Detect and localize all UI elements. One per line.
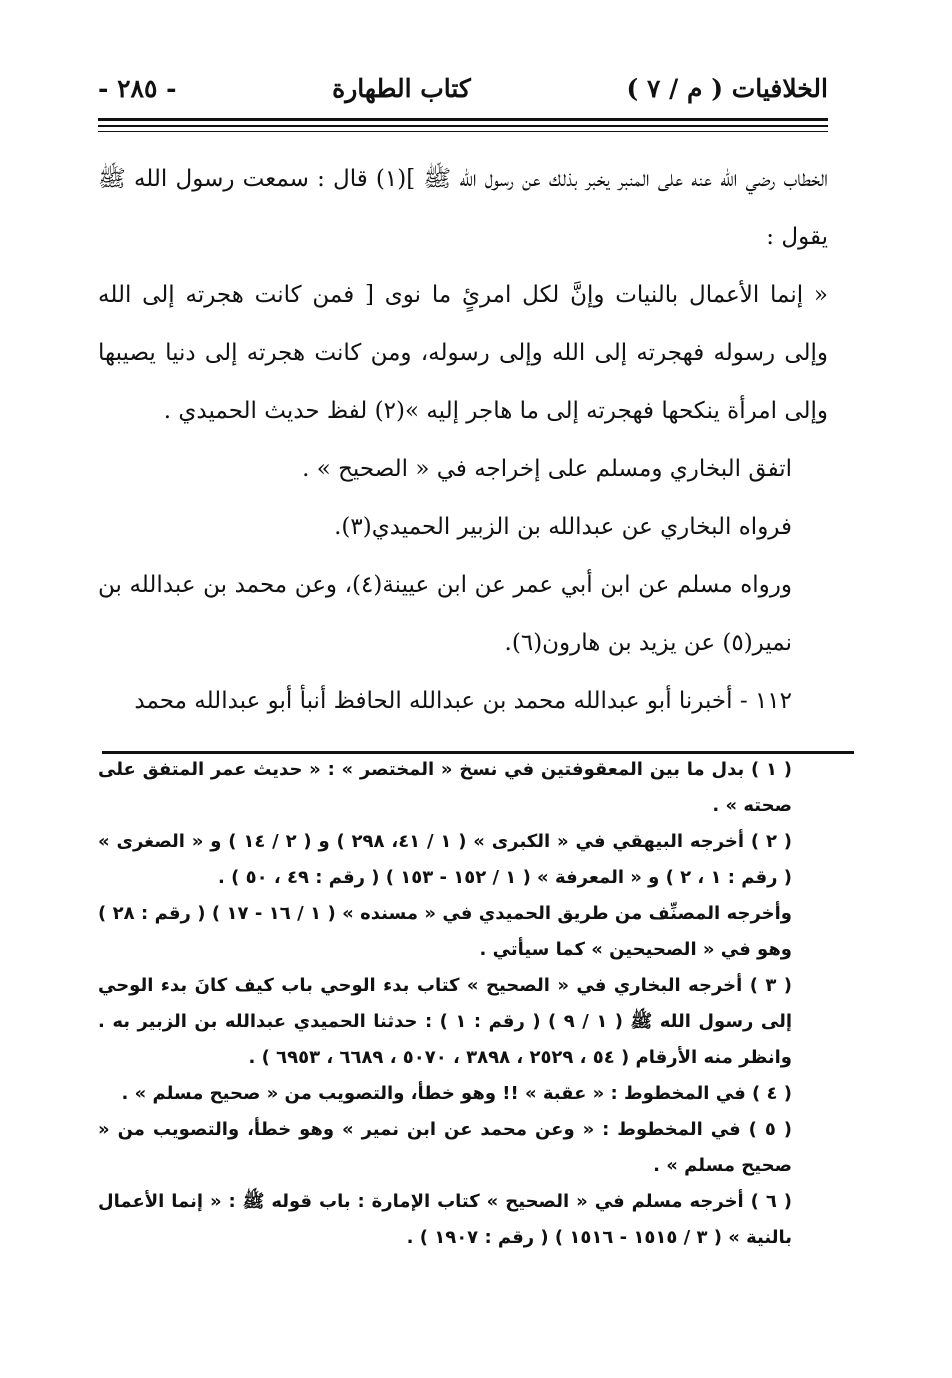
running-header	[98, 66, 828, 110]
paragraph-hadith-112: ١١٢ - أخبرنا أبو عبدالله محمد بن عبدالله الحافظ أنبأ أبو عبدالله محمد	[134, 688, 792, 714]
header-rule-thin	[98, 131, 828, 132]
footnote-2-continued: وأخرجه المصنِّف من طريق الحميدي في « مسنده » ( ١ / ١٦ - ١٧ ) ( رقم : ٢٨ ) وهو في « الصحيحين » كما سيأتي .	[98, 903, 792, 960]
footnote-2: ( ٢ ) أخرجه البيهقي في « الكبرى » ( ١ / ٤١، ٢٩٨ ) و ( ٢ / ١٤ ) و « الصغرى » ( رقم : ١ ، ٢ ) و « المعرفة » ( ١ / ١٥٢ - ١٥٣ ) ( رقم : ٤٩ ، ٥٠ ) .	[98, 831, 793, 888]
footnote-5: ( ٥ ) في المخطوط : « وعن محمد عن ابن نمير » وهو خطأ، والتصويب من « صحيح مسلم » .	[98, 1119, 792, 1176]
paragraph-bukhari: فرواه البخاري عن عبدالله بن الزبير الحميدي(٣).	[334, 514, 792, 540]
footnotes	[98, 752, 828, 1256]
page-number: - ٢٨٥ -	[98, 73, 177, 103]
footnote-1: ( ١ ) بدل ما بين المعقوفتين في نسخ « المختصر » : « حديث عمر المتفق على صحته » .	[98, 759, 792, 816]
footnote-4: ( ٤ ) في المخطوط : « عقبة » !! وهو خطأ، والتصويب من « صحيح مسلم » .	[121, 1083, 792, 1104]
paragraph-agreement: اتفق البخاري ومسلم على إخراجه في « الصحيح » .	[302, 456, 792, 482]
paragraph-isnad-continuation: الخطاب رضي الله عنه على المنبر يخبر بذلك عن رسول الله ﷺ ](١) قال : سمعت رسول الله ﷺ يقول :	[98, 166, 828, 250]
paragraph-muslim: ورواه مسلم عن ابن أبي عمر عن ابن عيينة(٤)، وعن محمد بن عبدالله بن نمير(٥) عن يزيد بن هارون(٦).	[98, 572, 792, 656]
paragraph-hadith-text: « إنما الأعمال بالنيات وإنَّ لكل امرئٍ ما نوى [ فمن كانت هجرته إلى الله وإلى رسوله فهجرته إلى الله وإلى رسوله، ومن كانت هجرته إلى دنيا يصيبها وإلى امرأة ينكحها فهجرته إلى ما هاجر إليه »(٢) لفظ حديث الحميدي .	[98, 282, 828, 424]
header-rule-middle	[98, 125, 828, 127]
footnote-3: ( ٣ ) أخرجه البخاري في « الصحيح » كتاب بدء الوحي باب كيف كانَ بدء الوحي إلى رسول الله ﷺ ( ١ / ٩ ) ( رقم : ١ ) : حدثنا الحميدي عبدالله بن الزبير به . وانظر منه الأرقام ( ٥٤ ، ٢٥٢٩ ، ٣٨٩٨ ، ٥٠٧٠ ، ٦٦٨٩ ، ٦٩٥٣ ) .	[98, 975, 793, 1068]
main-text	[98, 150, 828, 730]
header-chapter-title: كتاب الطهارة	[332, 73, 471, 103]
header-volume-label: الخلافيات ( م / ٧ )	[626, 73, 828, 103]
footnote-6: ( ٦ ) أخرجه مسلم في « الصحيح » كتاب الإمارة : باب قوله ﷺ : « إنما الأعمال بالنية » ( ٣ / ١٥١٥ - ١٥١٦ ) ( رقم : ١٩٠٧ ) .	[98, 1191, 793, 1248]
header-rule-thick	[98, 118, 828, 121]
